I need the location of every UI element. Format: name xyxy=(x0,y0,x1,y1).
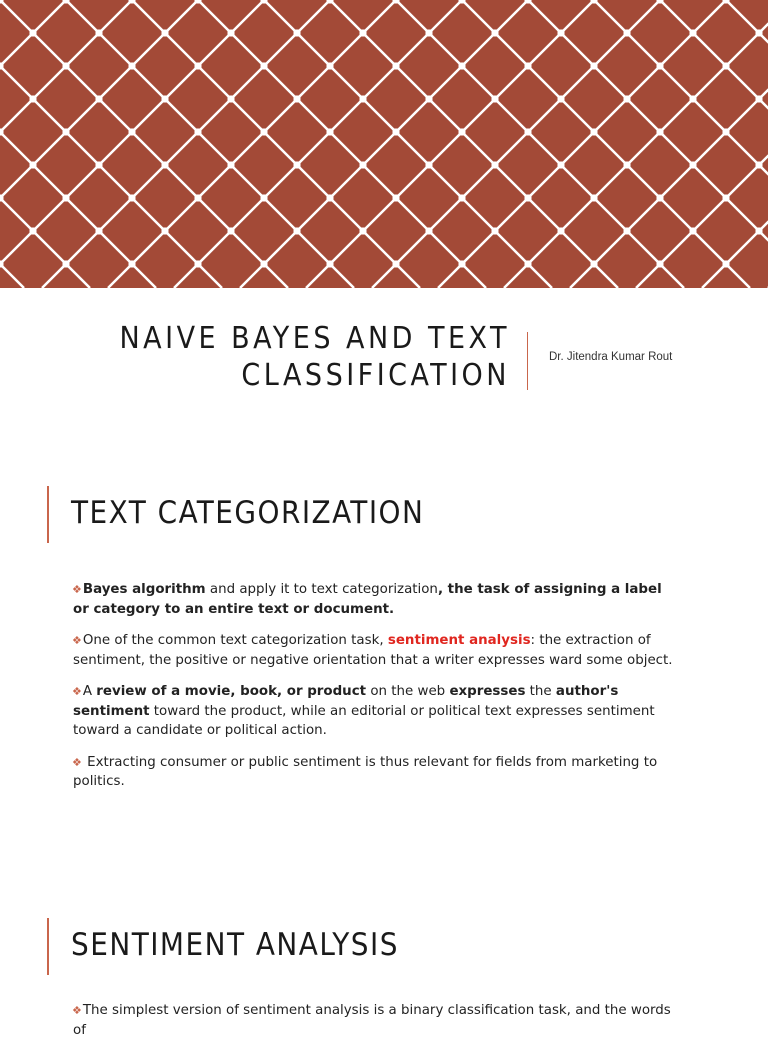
title-divider xyxy=(527,332,528,390)
decorative-pattern-banner xyxy=(0,0,768,288)
diamond-bullet-icon: ❖ xyxy=(72,755,82,769)
bullet-text-run: , the task of assigning a label or category to an entire text or document. xyxy=(73,582,662,617)
bullet-text-run: The simplest version of sentiment analysis is a binary classification task, and the words of xyxy=(73,1003,671,1038)
bullet-text-run: : the extraction of sentiment, the positive or negative orientation that a writer expresses ward some object. xyxy=(73,633,673,668)
presentation-title xyxy=(119,320,510,394)
diamond-bullet-icon: ❖ xyxy=(72,634,82,647)
bullet-text-run: Extracting consumer or public sentiment is thus relevant for fields from marketing to politics. xyxy=(73,754,658,789)
bullet-text-run: One of the common text categorization task, xyxy=(82,633,388,648)
diamond-lattice-pattern xyxy=(0,0,768,288)
bullet-item xyxy=(70,682,680,741)
section-accent-bar xyxy=(47,486,49,543)
bullet-text-run: on the web xyxy=(366,684,450,699)
title-line-1: NAIVE BAYES AND TEXT xyxy=(119,321,510,356)
author-name: Dr. Jitendra Kumar Rout xyxy=(549,351,673,363)
bullet-text-run: expresses xyxy=(449,684,526,699)
bullet-item xyxy=(70,753,680,792)
bullet-item xyxy=(70,1001,680,1040)
bullet-text-run: A xyxy=(82,684,97,699)
bullet-list-text-categorization xyxy=(70,580,680,804)
bullet-text-run: sentiment analysis xyxy=(387,633,531,648)
section-accent-bar xyxy=(47,918,49,975)
diamond-bullet-icon: ❖ xyxy=(72,685,82,698)
bullet-text-run: author's sentiment xyxy=(73,684,619,719)
bullet-list-sentiment-analysis xyxy=(70,1001,680,1052)
bullet-text-run: the xyxy=(525,684,556,699)
bullet-text-run: Bayes algorithm xyxy=(82,582,206,597)
bullet-text-run: review of a movie, book, or product xyxy=(96,684,367,699)
section-title-sentiment-analysis: SENTIMENT ANALYSIS xyxy=(71,927,399,963)
title-line-2: CLASSIFICATION xyxy=(241,358,510,393)
title-block xyxy=(0,320,768,392)
bullet-text-run: and apply it to text categorization xyxy=(205,582,438,597)
bullet-item xyxy=(70,580,680,619)
diamond-bullet-icon: ❖ xyxy=(72,1004,82,1017)
section-title-text-categorization: TEXT CATEGORIZATION xyxy=(71,495,425,531)
bullet-text-run: toward the product, while an editorial or political text expresses sentiment toward a candidate or political action. xyxy=(73,703,655,738)
bullet-item xyxy=(70,631,680,670)
diamond-bullet-icon: ❖ xyxy=(72,583,82,596)
